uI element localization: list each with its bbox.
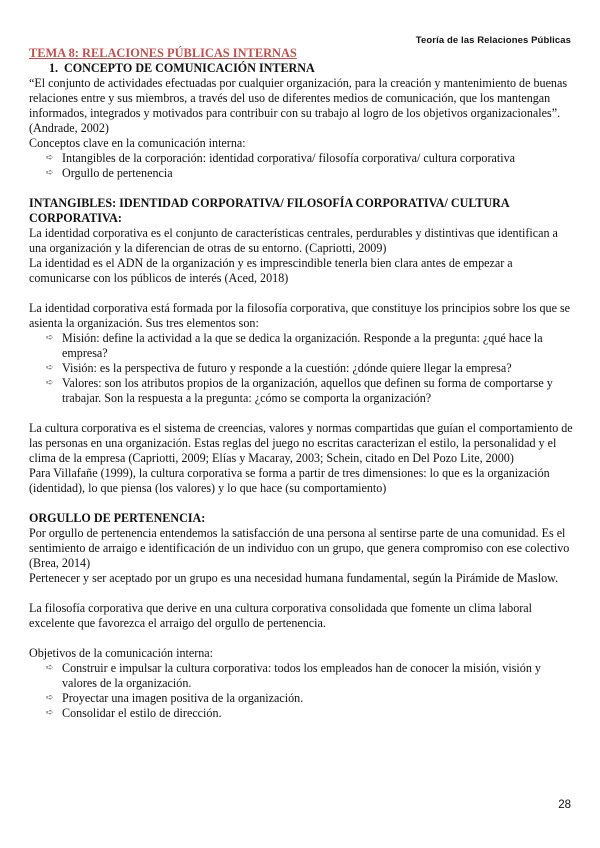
- list-item: ➪ Proyectar una imagen positiva de la organización.: [46, 691, 304, 705]
- list-item: ➪ Valores: son los atributos propios de la organización, aquellos que definen su forma de comportarse y trabajar. Son la respuesta a la pregunta: ¿cómo se comporta la organización?: [46, 376, 553, 405]
- section-heading-concept: [29, 61, 574, 76]
- paragraph: Por orgullo de pertenencia entendemos la satisfacción de una persona al sentirse parte de una comunidad. Es el sentimiento de arraigo e identificación de un individuo con un grupo, que genera compromiso con ese colectivo (Brea, 2014): [29, 526, 570, 570]
- section-heading-intangibles: INTANGIBLES: IDENTIDAD CORPORATIVA/ FILOSOFÍA CORPORATIVA/ CULTURA CORPORATIVA:: [29, 196, 509, 225]
- paragraph: La cultura corporativa es el sistema de creencias, valores y normas compartidas que guían el comportamiento de las personas en una organización. Estas reglas del juego no escritas caracterizan el estilo, la personalidad y el clima de la empresa (Capriotti, 2009; Elías y Macaray, 2003; Schein, citado en Del Pozo Lite, 2000): [29, 421, 573, 465]
- list-item: ➪ Construir e impulsar la cultura corporativa: todos los empleados han de conocer la misión, visión y valores de la organización.: [46, 661, 541, 690]
- paragraph: La identidad corporativa está formada por la filosofía corporativa, que constituye los principios sobre los que se asienta la organización. Sus tres elementos son:: [29, 301, 571, 330]
- objectives-list: [29, 661, 574, 721]
- paragraph: Pertenecer y ser aceptado por un grupo es una necesidad humana fundamental, según la Pirámide de Maslow.: [29, 571, 559, 585]
- philosophy-elements-list: [29, 331, 574, 406]
- arrow-bullet-icon: ➪: [46, 378, 54, 388]
- definition-quote: “El conjunto de actividades efectuadas por cualquier organización, para la creación y mantenimiento de buenas relaciones entre y sus miembros, a través del uso de diferentes medios de comunicación, que los mantengan informados, integrados y motivados para contribuir con su trabajo al logro de los objetivos organizacionales”. (Andrade, 2002): [29, 76, 568, 135]
- topic-title: TEMA 8: RELACIONES PÚBLICAS INTERNAS: [29, 46, 297, 60]
- key-concepts-label: Conceptos clave en la comunicación interna:: [29, 136, 246, 150]
- section-title: CONCEPTO DE COMUNICACIÓN INTERNA: [64, 61, 315, 75]
- list-item: ➪ Misión: define la actividad a la que se dedica la organización. Responde a la pregunta: ¿qué hace la empresa?: [46, 331, 543, 360]
- arrow-bullet-icon: ➪: [46, 663, 54, 673]
- section-number: 1.: [49, 61, 59, 75]
- paragraph: La identidad es el ADN de la organización y es imprescindible tenerla bien clara antes de empezar a comunicarse con los públicos de interés (Aced, 2018): [29, 256, 513, 285]
- list-item: ➪ Orgullo de pertenencia: [46, 166, 173, 180]
- arrow-bullet-icon: ➪: [46, 363, 54, 373]
- objectives-label: Objetivos de la comunicación interna:: [29, 646, 214, 660]
- page-content: [29, 46, 574, 721]
- list-item: ➪ Visión: es la perspectiva de futuro y responde a la cuestión: ¿dónde quiere llegar la empresa?: [46, 361, 512, 375]
- list-item: ➪ Consolidar el estilo de dirección.: [46, 706, 222, 720]
- page-number: 28: [558, 799, 571, 811]
- arrow-bullet-icon: ➪: [46, 153, 54, 163]
- arrow-bullet-icon: ➪: [46, 168, 54, 178]
- arrow-bullet-icon: ➪: [46, 708, 54, 718]
- section-heading-pride: ORGULLO DE PERTENENCIA:: [29, 511, 206, 525]
- arrow-bullet-icon: ➪: [46, 333, 54, 343]
- arrow-bullet-icon: ➪: [46, 693, 54, 703]
- list-item: ➪ Intangibles de la corporación: identidad corporativa/ filosofía corporativa/ cultura corporativa: [46, 151, 516, 165]
- paragraph: La filosofía corporativa que derive en una cultura corporativa consolidada que fomente un clima laboral excelente que favorezca el arraigo del orgullo de pertenencia.: [29, 601, 533, 630]
- key-concepts-list: [29, 151, 574, 181]
- running-header: Teoría de las Relaciones Públicas: [415, 35, 571, 46]
- paragraph: Para Villafañe (1999), la cultura corporativa se forma a partir de tres dimensiones: lo que es la organización (identidad), lo que piensa (los valores) y lo que hace (su comportamiento): [29, 466, 550, 495]
- paragraph: La identidad corporativa es el conjunto de características centrales, perdurables y distintivas que identifican a una organización y la diferencian de otras de su entorno. (Capriotti, 2009): [29, 226, 558, 255]
